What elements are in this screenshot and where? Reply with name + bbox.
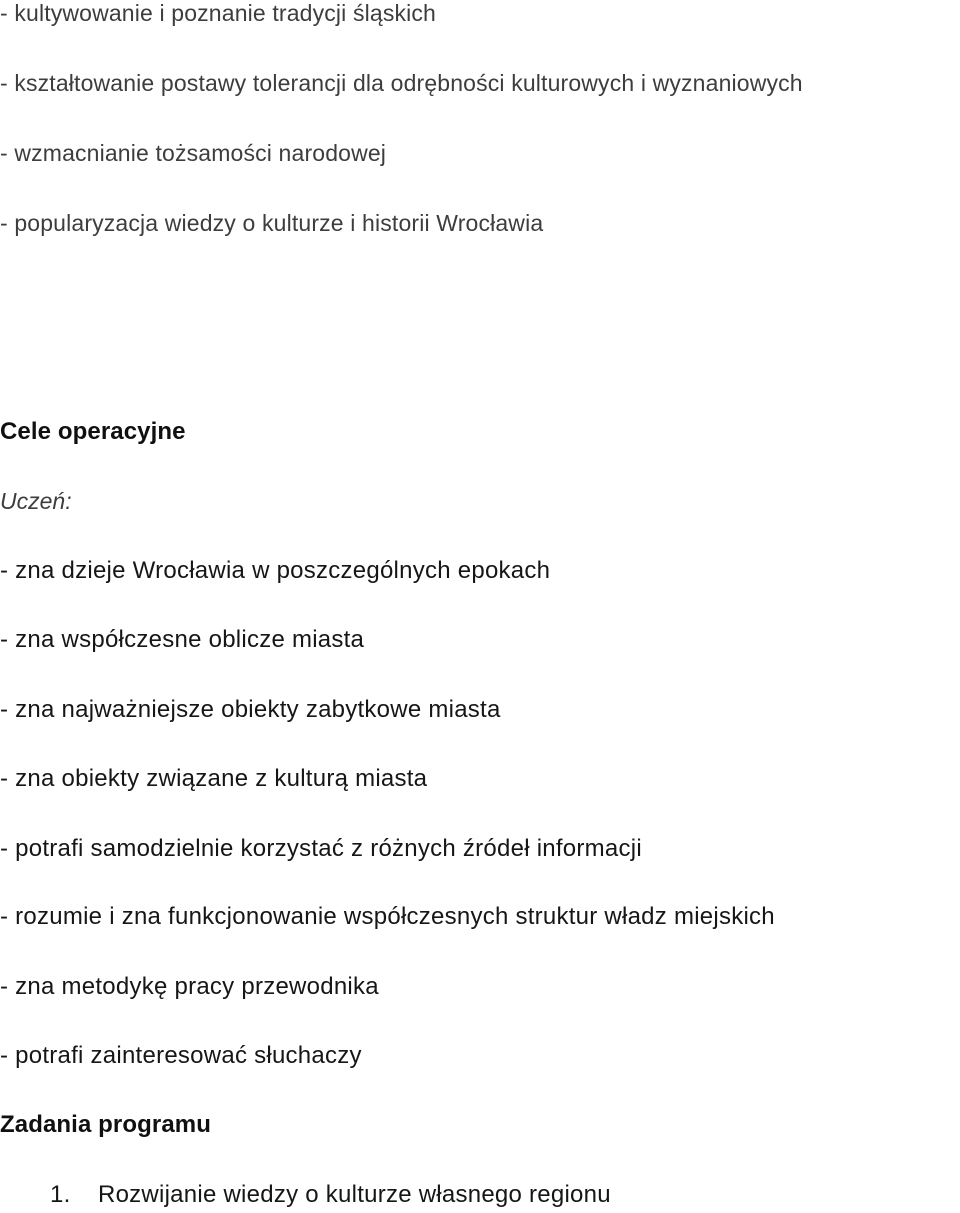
operational-goals-heading: Cele operacyjne — [0, 418, 186, 445]
operational-goal-item: - rozumie i zna funkcjonowanie współczesnych struktur władz miejskich — [0, 903, 775, 930]
operational-goal-item: - potrafi zainteresować słuchaczy — [0, 1042, 362, 1069]
operational-goal-item: - zna współczesne oblicze miasta — [0, 626, 365, 653]
task-number: 1. — [50, 1181, 71, 1208]
operational-goal-item: - zna najważniejsze obiekty zabytkowe miasta — [0, 696, 501, 723]
objective-item: - kształtowanie postawy tolerancji dla odrębności kulturowych i wyznaniowych — [0, 70, 803, 96]
operational-goal-item: - potrafi samodzielnie korzystać z różnych źródeł informacji — [0, 835, 642, 862]
task-text: Rozwijanie wiedzy o kulturze własnego regionu — [98, 1181, 611, 1208]
operational-goal-item: - zna obiekty związane z kulturą miasta — [0, 765, 428, 792]
operational-goals-subject: Uczeń: — [0, 488, 72, 514]
objective-item: - wzmacnianie tożsamości narodowej — [0, 140, 387, 166]
operational-goal-item: - zna dzieje Wrocławia w poszczególnych epokach — [0, 557, 551, 584]
objective-item: - popularyzacja wiedzy o kulturze i historii Wrocławia — [0, 210, 544, 236]
objective-item: - kultywowanie i poznanie tradycji śląskich — [0, 0, 436, 26]
program-task-item — [0, 1183, 960, 1213]
program-tasks-heading: Zadania programu — [0, 1111, 211, 1138]
operational-goal-item: - zna metodykę pracy przewodnika — [0, 973, 379, 1000]
